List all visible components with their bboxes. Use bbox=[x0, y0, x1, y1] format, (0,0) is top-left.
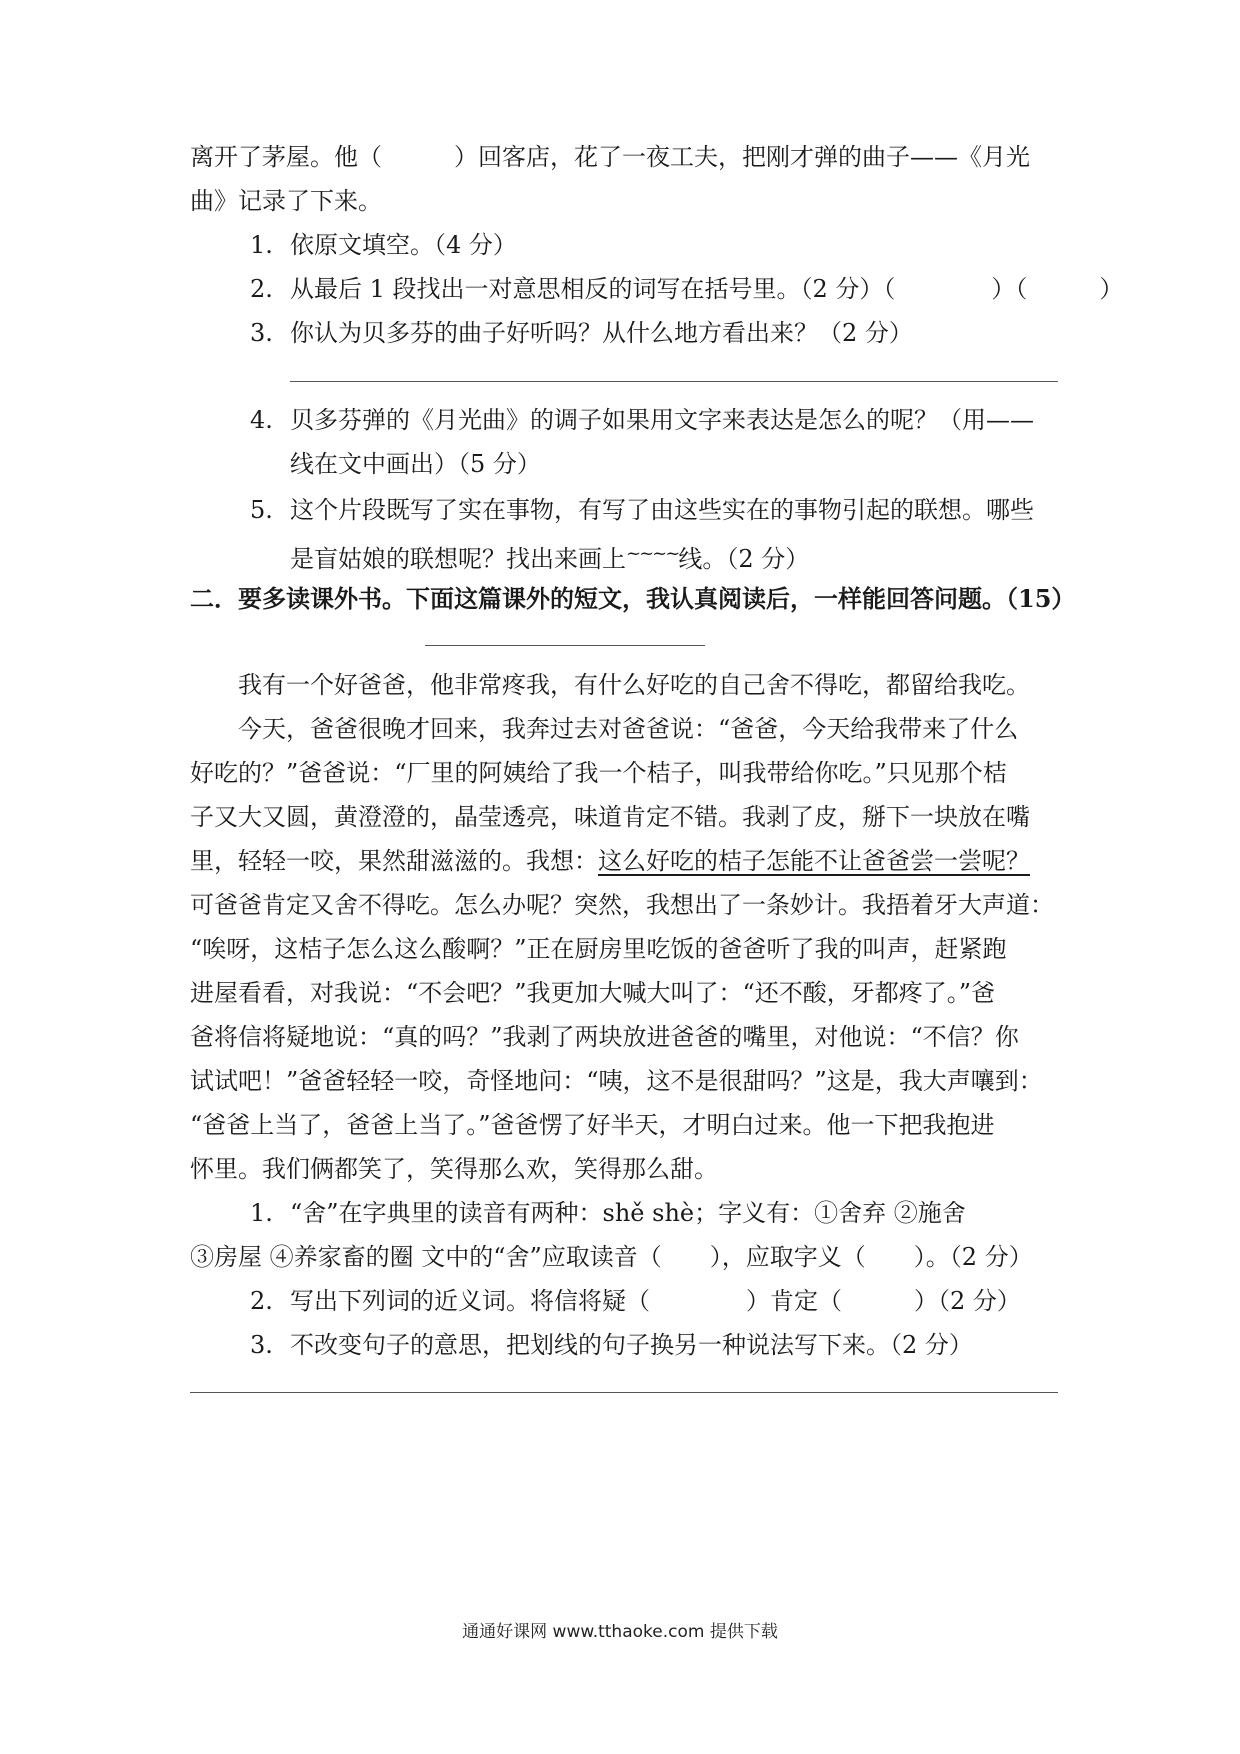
passage2-line4: 子又大又圆，黄澄澄的，晶莹透亮，味道肯定不错。我剥了皮，掰下一块放在嘴 bbox=[190, 803, 1030, 831]
passage2-line3: 好吃的？”爸爸说：“厂里的阿姨给了我一个桔子，叫我带给你吃。”只见那个桔 bbox=[190, 759, 1007, 787]
section2-heading: 二．要多读课外书。下面这篇课外的短文，我认真阅读后，一样能回答问题。（15） bbox=[190, 584, 1076, 613]
question1-2 bbox=[250, 272, 1124, 306]
question-number: 1. bbox=[250, 1199, 273, 1227]
question2-1-cont: ③房屋 ④养家畜的圈 文中的“舍”应取读音（ ），应取字义（ ）。（2 分） bbox=[190, 1243, 1033, 1271]
passage2-p1: 我有一个好爸爸，他非常疼我，有什么好吃的自己舍不得吃，都留给我吃。 bbox=[238, 671, 1030, 699]
question-number: 4. bbox=[250, 406, 273, 434]
passage2-line10: 试试吧！”爸爸轻轻一咬，奇怪地问：“咦，这不是很甜吗？”这是，我大声嚷到： bbox=[190, 1067, 1043, 1095]
passage1-line2: 曲》记录了下来。 bbox=[190, 187, 382, 215]
question1-4 bbox=[250, 403, 1060, 437]
question-text: “舍”在字典里的读音有两种：shě shè；字义有：①舍弃 ②施舍 bbox=[290, 1199, 966, 1227]
title-blank-line[interactable] bbox=[425, 645, 705, 646]
question1-5 bbox=[250, 493, 1060, 527]
passage2-line6: 可爸爸肯定又舍不得吃。怎么办呢？突然，我想出了一条妙计。我捂着牙大声道： bbox=[190, 891, 1054, 919]
passage1-line1: 离开了茅屋。他（ ）回客店，花了一夜工夫，把刚才弹的曲子——《月光 bbox=[190, 143, 1030, 171]
question-number: 3. bbox=[250, 319, 273, 347]
question-text: 依原文填空。（4 分） bbox=[290, 231, 517, 259]
question-number: 2. bbox=[250, 1287, 273, 1315]
footer-text: 通通好课网 www.tthaoke.com 提供下载 bbox=[462, 1622, 778, 1642]
passage2-line8: 进屋看看，对我说：“不会吧？”我更加大喊大叫了：“还不酸，牙都疼了。”爸 bbox=[190, 979, 996, 1007]
passage2-line9: 爸将信将疑地说：“真的吗？”我剥了两块放进爸爸的嘴里，对他说：“不信？你 bbox=[190, 1023, 1019, 1051]
question-text: 你认为贝多芬的曲子好听吗？从什么地方看出来？（2 分） bbox=[290, 319, 913, 347]
question-text: 这个片段既写了实在事物，有写了由这些实在的事物引起的联想。哪些 bbox=[290, 496, 1034, 524]
question-text: 不改变句子的意思，把划线的句子换另一种说法写下来。（2 分） bbox=[290, 1331, 973, 1359]
question-text: 写出下列词的近义词。将信将疑（ ）肯定（ ）（2 分） bbox=[290, 1287, 1021, 1315]
question-number: 3. bbox=[250, 1331, 273, 1359]
question-text: 从最后 1 段找出一对意思相反的词写在括号里。（2 分）（ ）（ ） bbox=[290, 275, 1124, 303]
question2-1 bbox=[250, 1196, 1060, 1230]
question-number: 2. bbox=[250, 275, 273, 303]
question-text: 贝多芬弹的《月光曲》的调子如果用文字来表达是怎么的呢？（用—— bbox=[290, 406, 1034, 434]
question-text-pre: 是盲姑娘的联想呢？找出来画上 bbox=[290, 545, 626, 573]
passage2-line7: “唉呀，这桔子怎么这么酸啊？”正在厨房里吃饭的爸爸听了我的叫声，赶紧跑 bbox=[190, 935, 1007, 963]
question-number: 1. bbox=[250, 231, 273, 259]
answer-line-q3[interactable] bbox=[290, 381, 1058, 382]
question1-1 bbox=[250, 228, 1060, 262]
passage2-line11: “爸爸上当了，爸爸上当了。”爸爸愣了好半天，才明白过来。他一下把我抱进 bbox=[190, 1111, 995, 1139]
underlined-sentence: 这么好吃的桔子怎能不让爸爸尝一尝呢？ bbox=[598, 847, 1030, 875]
question1-5-cont bbox=[290, 537, 1060, 576]
question-text-post: 线。（2 分） bbox=[678, 545, 810, 573]
passage2-line12: 怀里。我们俩都笑了，笑得那么欢，笑得那么甜。 bbox=[190, 1155, 718, 1183]
question1-4-cont: 线在文中画出）（5 分） bbox=[290, 450, 541, 478]
answer-line-q2-3[interactable] bbox=[190, 1392, 1058, 1393]
question2-2 bbox=[250, 1284, 1060, 1318]
passage-text: 里，轻轻一咬，果然甜滋滋的。我想： bbox=[190, 847, 598, 875]
passage2-line2: 今天，爸爸很晚才回来，我奔过去对爸爸说：“爸爸，今天给我带来了什么 bbox=[238, 715, 1019, 743]
wavy-line-mark: ~~~~ bbox=[626, 543, 679, 564]
question1-3 bbox=[250, 316, 1060, 350]
passage2-line5 bbox=[190, 844, 1060, 878]
question2-3 bbox=[250, 1328, 1060, 1362]
question-number: 5. bbox=[250, 496, 273, 524]
